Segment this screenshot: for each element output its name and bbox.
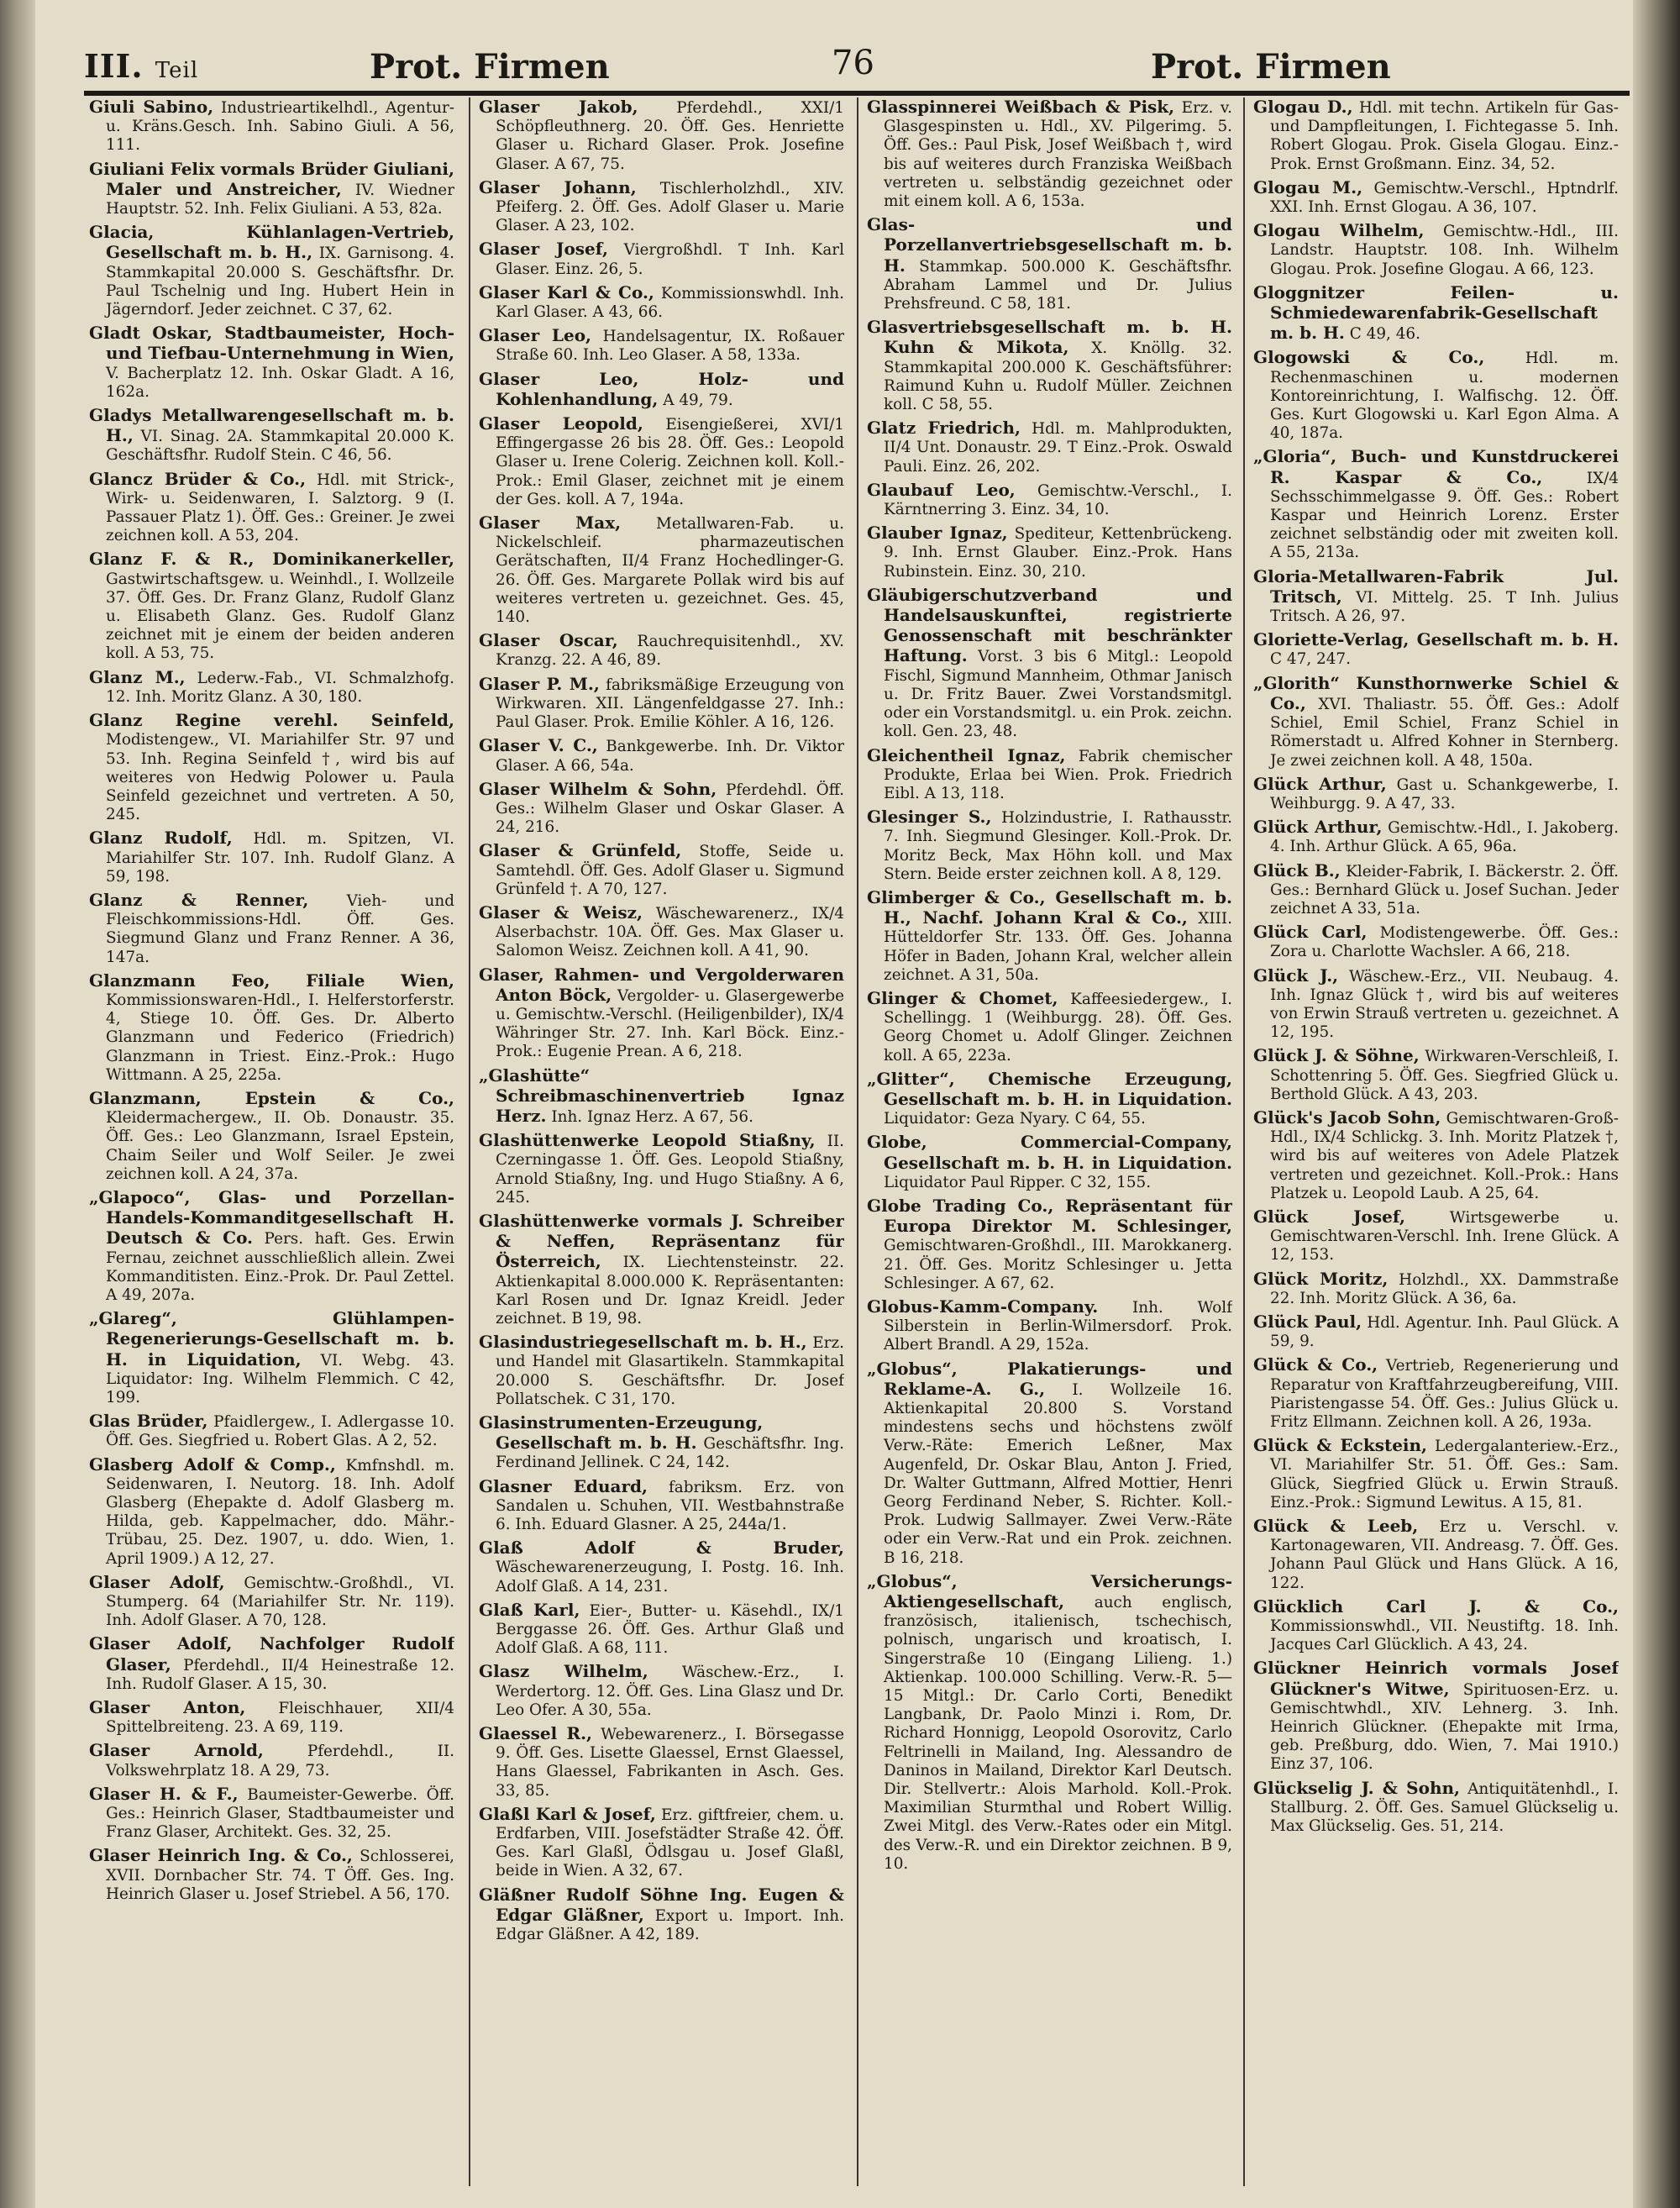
firm-details: Handelsagentur, IX. Roßauer Straße 60. Inh. Leo Glaser. A 58, 133a. xyxy=(496,328,844,365)
firm-details: X. Knöllg. 32. Stammkapital 200.000 K. Geschäftsführer: Raimund Kuhn u. Rudolf Müller. Zeichnen koll. C 58, 55. xyxy=(884,339,1232,414)
firm-name: „Glorith“ Kunsthornwerke Schiel & Co., xyxy=(1253,672,1619,713)
firm-entry xyxy=(1253,674,1619,770)
page-number: 76 xyxy=(832,44,874,82)
firm-details: Bankgewerbe. Inh. Dr. Viktor Glaser. A 66, 54a. xyxy=(496,738,844,775)
firm-name: Gladys Metallwarengesellschaft m. b. H., xyxy=(89,405,454,446)
firm-details: Kommissionswhdl. Inh. Karl Glaser. A 43, 66. xyxy=(496,284,844,322)
firm-entry xyxy=(1253,1046,1619,1104)
firm-entry xyxy=(479,1212,844,1328)
firm-entry xyxy=(479,239,844,278)
firm-entry xyxy=(89,1634,454,1694)
firm-entry xyxy=(1253,221,1619,279)
firm-name: Glanzmann Feo, Filiale Wien, xyxy=(89,970,454,991)
firm-entry xyxy=(867,97,1232,211)
firm-entry xyxy=(479,1066,844,1128)
firm-name: Glück & Leeb, xyxy=(1253,1516,1419,1537)
firm-details: VI. Sinag. 2A. Stammkapital 20.000 K. Geschäftsfhr. Rudolf Stein. C 46, 56. xyxy=(106,428,454,465)
firm-details: Pferdehdl., II/4 Heinestraße 12. Inh. Rudolf Glaser. A 15, 30. xyxy=(106,1656,454,1693)
firm-name: Glasinstrumenten-Erzeugung, Gesellschaft m. b. H. xyxy=(479,1412,764,1454)
firm-entry xyxy=(89,1309,454,1407)
firm-details: C 47, 247. xyxy=(1270,650,1351,669)
firm-name: Glück & Eckstein, xyxy=(1253,1435,1428,1456)
firm-name: Glatz Friedrich, xyxy=(867,418,1021,439)
firm-name: Giuli Sabino, xyxy=(89,97,214,117)
firm-entry xyxy=(89,1188,454,1305)
firm-entry xyxy=(479,631,844,670)
firm-details: Export u. Import. Inh. Edgar Gläßner. A 42, 189. xyxy=(496,1906,844,1944)
firm-entry xyxy=(479,675,844,733)
page-header xyxy=(84,40,1630,92)
firm-entry xyxy=(479,903,844,961)
firm-entry xyxy=(1253,447,1619,562)
firm-entry xyxy=(89,223,454,319)
firm-details: Tischlerholzhdl., XIV. Pfeiferg. 2. Öff. Ges. Adolf Glaser u. Marie Glaser. A 23, 102. xyxy=(496,179,844,235)
firm-entry xyxy=(867,523,1232,581)
firm-entry xyxy=(89,1573,454,1631)
firm-entry xyxy=(1253,1312,1619,1351)
firm-entry xyxy=(479,1333,844,1409)
firm-name: Glücklich Carl J. & Co., xyxy=(1253,1596,1619,1617)
firm-details: Pferdehdl., XXI/1 Schöpfleuthnerg. 20. Öff. Ges. Henriette Glaser u. Richard Glaser. Prok. Josefine Glaser. A 67, 75. xyxy=(496,99,844,173)
firm-entry xyxy=(479,283,844,322)
firm-details: Eier-, Butter- u. Käsehdl., IX/1 Berggasse 26. Öff. Ges. Arthur Glaß und Adolf Glaß. A 68, 111. xyxy=(496,1601,844,1658)
firm-entry xyxy=(867,418,1232,476)
firm-details: Holzhdl., XX. Dammstraße 22. Inh. Moritz Glück. A 36, 6a. xyxy=(1270,1270,1619,1307)
firm-details: II. Czerningasse 1. Öff. Ges. Leopold Stiaßny, Arnold Stiaßny, Ing. und Hugo Stiaßny. A 6, 245. xyxy=(496,1133,844,1207)
firm-details: Holzindustrie, I. Rathausstr. 7. Inh. Siegmund Glesinger. Koll.-Prok. Dr. Moritz Beck, Max Höhn koll. und Max Stern. Beide erster zeichnen koll. A 8, 129. xyxy=(884,809,1232,883)
firm-entry xyxy=(867,215,1232,313)
firm-details: Gastwirtschaftsgew. u. Weinhdl., I. Wollzeile 37. Öff. Ges. Dr. Franz Glanz, Rudolf Glanz u. Elisabeth Glanz. Ges. Rudolf Glanz zeichnet mit je einem der beiden anderen koll. A 53, 75. xyxy=(106,570,454,663)
firm-name: Glashüttenwerke vormals J. Schreiber & Neffen, Repräsentanz für Österreich, xyxy=(479,1210,844,1272)
firm-entry xyxy=(89,1412,454,1450)
firm-entry xyxy=(479,1724,844,1801)
firm-name: „Gloria“, Buch- und Kunstdruckerei R. Kaspar & Co., xyxy=(1253,446,1619,487)
firm-details: auch englisch, französisch, italienisch, tschechisch, polnisch, ungarisch und kroatisch, I. Singerstraße 10 (Eingang Lilieng. 1.) Aktienkap. 100.000 Schilling. Verw.-R. 5—15 Mitgl.: Dr. Carlo Corti, Benedikt Langbank, Dr. Paolo Minzi i. Rom, Dr. Richard Honnigg, Leopold Osorovitz, Carlo Feltrinelli in Mailand, Ing. Alessandro de Daninos in Mailand, Direktor Karl Deutsch. Dir. Stellvertr.: Alois Marhold. Koll.-Prok. Maximilian Sturmthal und Robert Willig. Zwei Mitgl. des Verw.-Rates oder ein Mitgl. des Verw.-R. und ein Direktor zeichnen. B 9, 10. xyxy=(884,1594,1232,1873)
firm-details: Wäschewarenerz., IX/4 Alserbachstr. 10A. Öff. Ges. Max Glaser u. Salomon Weisz. Zeichnen koll. A 41, 90. xyxy=(496,904,844,960)
firm-name: Glaser V. C., xyxy=(479,735,598,756)
firm-entry xyxy=(479,1662,844,1720)
firm-details: Baumeister-Gewerbe. Öff. Ges.: Heinrich Glaser, Stadtbaumeister und Franz Glaser, Architekt. Ges. 32, 25. xyxy=(106,1785,454,1842)
firm-name: Gläßner Rudolf Söhne Ing. Eugen & Edgar Gläßner, xyxy=(479,1884,844,1925)
firm-details: Liquidator Paul Ripper. C 32, 155. xyxy=(884,1173,1152,1191)
firm-details: Spirituosen-Erz. u. Gemischtwhdl., XIV. Lehnerg. 3. Inh. Heinrich Glückner. (Ehepakte mit Irma, geb. Preßburg, ddo. Wien, 7. Mai 1910.) Einz 37, 106. xyxy=(1270,1680,1619,1774)
firm-name: Glaser Max, xyxy=(479,513,622,534)
firm-details: Inh. Wolf Silberstein in Berlin-Wilmersdorf. Prok. Albert Brandl. A 29, 152a. xyxy=(884,1298,1232,1354)
firm-details: Hdl. Agentur. Inh. Paul Glück. A 59, 9. xyxy=(1270,1313,1619,1351)
firm-name: Glück J. & Söhne, xyxy=(1253,1045,1420,1066)
firm-details: Erz. giftfreier, chem. u. Erdfarben, VIII. Josefstädter Straße 42. Öff. Ges. Karl Glaßl, Ödlsgau u. Josef Glaßl, beide in Wien. A 32, 67. xyxy=(496,1806,844,1880)
firm-entry xyxy=(89,1741,454,1780)
firm-details: A 49, 79. xyxy=(663,391,733,409)
firm-name: Giuliani Felix vormals Brüder Giuliani, Maler und Anstreicher, xyxy=(89,158,454,199)
firm-details: Hdl. m. Mahlprodukten, II/4 Unt. Donaustr. 29. T Einz.-Prok. Oswald Pauli. Einz. 26, 202. xyxy=(884,420,1232,476)
binding-edge-left xyxy=(0,0,35,2208)
firm-details: fabriksmäßige Erzeugung von Wirkwaren. XII. Längenfeldgasse 27. Inh.: Paul Glaser. Prok. Emilie Köhler. A 16, 126. xyxy=(496,676,844,732)
firm-name: Glogowski & Co., xyxy=(1253,347,1485,368)
firm-details: Eisengießerei, XVI/1 Effingergasse 26 bis 28. Öff. Ges.: Leopold Glaser u. Irene Colerig. Zeichnen koll. Koll.-Prok.: Emil Glaser, zeichnet mit je einem der Ges. koll. A 7, 194a. xyxy=(496,416,844,508)
firm-name: Glaser Adolf, Nachfolger Rudolf Glaser, xyxy=(89,1633,454,1674)
firm-entry xyxy=(479,736,844,775)
firm-entry xyxy=(479,965,844,1062)
firm-name: Glück's Jacob Sohn, xyxy=(1253,1107,1441,1128)
firm-name: Glaser Jakob, xyxy=(479,97,638,117)
firm-details: Kommissionswhdl., VII. Neustiftg. 18. Inh. Jacques Carl Glücklich. A 43, 24. xyxy=(1270,1617,1619,1654)
firm-entry xyxy=(479,97,844,174)
firm-details: XIII. Hütteldorfer Str. 133. Öff. Ges. Johanna Höfer in Baden, Johann Kral, welcher allein zeichnet. A 31, 50a. xyxy=(884,910,1232,984)
firm-entry xyxy=(479,841,844,899)
firm-entry xyxy=(1253,775,1619,813)
firm-entry xyxy=(1253,348,1619,443)
firm-name: Glinger & Chomet, xyxy=(867,987,1058,1008)
firm-name: Glaser Adolf, xyxy=(89,1571,225,1592)
firm-details: V. Bacherplatz 12. Inh. Oskar Gladt. A 16, 162a. xyxy=(106,364,454,401)
firm-details: fabriksm. Erz. von Sandalen u. Schuhen, VII. Westbahnstraße 6. Inh. Eduard Glasner. A 25, 244a/1. xyxy=(496,1478,844,1534)
firm-entry xyxy=(1253,178,1619,217)
firm-name: Glasz Wilhelm, xyxy=(479,1661,648,1682)
firm-entry xyxy=(867,989,1232,1065)
firm-details: Wäschewarenerzeugung, I. Postg. 16. Inh. Adolf Glaß. A 14, 231. xyxy=(496,1559,844,1596)
firm-entry xyxy=(89,668,454,707)
firm-details: I. Wollzeile 16. Aktienkapital 20.800 S. Vorstand mindestens sechs und höchstens zwölf Verw.-Räte: Emerich Leßner, Max Augenfeld, Dr. Oskar Blau, Anton J. Fried, Dr. Walter Guttmann, Alfred Mottier, Henri Georg Ferdinand Neber, S. Richter. Koll.-Prok. Ludwig Sallmayer. Zwei Verw.-Räte oder ein Verw.-Rat und ein Prok. zeichnen. B 16, 218. xyxy=(884,1380,1232,1567)
firm-name: Glaser P. M., xyxy=(479,673,600,694)
firm-name: Glaser Arnold, xyxy=(89,1740,264,1761)
firm-name: Glaser Leo, xyxy=(479,325,592,346)
firm-details: Viergroßhdl. T Inh. Karl Glaser. Einz. 26, 5. xyxy=(496,241,844,278)
firm-details: Gemischtw.-Hdl., III. Landstr. Hauptstr. 108. Inh. Wilhelm Glogau. Prok. Josefine Glogau. A 66, 123. xyxy=(1270,223,1619,278)
firm-name: Gleichentheil Ignaz, xyxy=(867,744,1066,765)
firm-details: VI. Mittelg. 25. T Inh. Julius Tritsch. A 26, 97. xyxy=(1270,588,1619,626)
firm-name: Glanz M., xyxy=(89,666,186,687)
firm-entry xyxy=(1253,817,1619,856)
firm-details: VI. Webg. 43. Liquidator: Ing. Wilhelm Flemmich. C 42, 199. xyxy=(106,1351,454,1406)
header-left-title: Prot. Firmen xyxy=(370,47,610,87)
firm-details: Antiquitätenhdl., I. Stallburg. 2. Öff. Ges. Samuel Glückselig u. Max Glückselig. Ges. 51, 214. xyxy=(1270,1780,1619,1836)
firm-details: IX. Garnisong. 4. Stammkapital 20.000 S. Geschäftsfhr. Dr. Paul Tschelnig und Ing. Hubert Hein in Jägerndorf. Jeder zeichnet. C 37, 62. xyxy=(106,244,454,319)
part-label: III. Teil xyxy=(84,47,199,85)
firm-name: Glück J., xyxy=(1253,965,1339,986)
firm-entry xyxy=(89,1698,454,1737)
firm-entry xyxy=(867,1133,1232,1192)
firm-entry xyxy=(1253,1108,1619,1203)
firm-name: Glanz F. & R., Dominikanerkeller, xyxy=(89,549,454,570)
firm-entry xyxy=(479,1805,844,1881)
firm-entry xyxy=(479,513,844,627)
firm-name: Globe, Commercial-Company, Gesellschaft m. b. H. in Liquidation. xyxy=(867,1132,1232,1173)
firm-entry xyxy=(89,323,454,402)
firm-details: Industrieartikelhdl., Agentur- u. Kräns.Gesch. Inh. Sabino Giuli. A 56, 111. xyxy=(106,99,454,155)
firm-entry xyxy=(479,1601,844,1659)
firm-details: IV. Wiedner Hauptstr. 52. Inh. Felix Giuliani. A 53, 82a. xyxy=(106,181,454,218)
firm-details: C 49, 46. xyxy=(1349,325,1420,344)
column-divider xyxy=(1243,97,1245,2186)
firm-name: Glesinger S., xyxy=(867,807,992,828)
firm-entry xyxy=(89,711,454,824)
firm-name: Glasberg Adolf & Comp., xyxy=(89,1454,336,1475)
firm-details: Geschäftsfhr. Ing. Ferdinand Jellinek. C 24, 142. xyxy=(496,1435,844,1472)
firm-details: Fabrik chemischer Produkte, Erlaa bei Wien. Prok. Friedrich Eibl. A 13, 118. xyxy=(884,747,1232,802)
header-rule xyxy=(84,91,1630,96)
firm-name: Glückselig J. & Sohn, xyxy=(1253,1777,1460,1798)
firm-name: Glas- und Porzellanvertriebsgesellschaft m. b. H. xyxy=(867,214,1232,276)
firm-name: Glogau Wilhelm, xyxy=(1253,220,1425,241)
header-right-title: Prot. Firmen xyxy=(1151,47,1391,87)
firm-name: Gloriette-Verlag, Gesellschaft m. b. H. xyxy=(1253,629,1619,650)
firm-details: Pferdehdl. Öff. Ges.: Wilhelm Glaser und Oskar Glaser. A 24, 216. xyxy=(496,781,844,837)
firm-entry xyxy=(867,1196,1232,1293)
firm-entry xyxy=(1253,1207,1619,1265)
firm-name: Gloggnitzer Feilen- u. Schmiedewarenfabrik-Gesellschaft m. b. H. xyxy=(1253,281,1619,344)
firm-details: Kleidermachergew., II. Ob. Donaustr. 35. Öff. Ges.: Leo Glanzmann, Israel Epstein, Chaim Seiler und Wolf Seiler. Je zwei zeichnen koll. A 24, 37a. xyxy=(106,1109,454,1183)
firm-name: Glogau M., xyxy=(1253,176,1363,197)
firm-entry xyxy=(479,780,844,838)
firm-name: Gläubigerschutzverband und Handelsauskunftei, registrierte Genossenschaft mit beschränkter Haftung. xyxy=(867,584,1232,666)
firm-details: Modistengew., VI. Mariahilfer Str. 97 und 53. Inh. Regina Seinfeld †, wird bis auf weiteres von Hedwig Polower u. Paula Seinfeld gezeichnet und vertreten. A 50, 245. xyxy=(106,731,454,824)
firm-details: Hdl. m. Rechenmaschinen u. modernen Kontoreinrichtung, I. Walfischg. 12. Öff. Ges. Kurt Glogowski u. Karl Egon Alma. A 40, 187a. xyxy=(1270,350,1619,443)
firm-details: Fleischhauer, XII/4 Spittelbreiteng. 23. A 69, 119. xyxy=(106,1700,454,1737)
firm-details: Gemischtw.-Hdl., I. Jakoberg. 4. Inh. Arthur Glück. A 65, 96a. xyxy=(1270,819,1619,856)
firm-name: Glasner Eduard, xyxy=(479,1475,648,1496)
firm-details: Kommissionswaren-Hdl., I. Helferstorferstr. 4, Stiege 10. Öff. Ges. Dr. Alberto Glanzmann und Federico (Friedrich) Glanzmann in Triest. Einz.-Prok.: Hugo Wittmann. A 25, 225a. xyxy=(106,991,454,1084)
firm-details: Wäschew.-Erz., VII. Neubaug. 4. Inh. Ignaz Glück †, wird bis auf weiteres von Erwin Strauß vertreten u. gezeichnet. A 12, 195. xyxy=(1270,967,1619,1042)
firm-entry xyxy=(1253,283,1619,344)
firm-name: Gladt Oskar, Stadtbaumeister, Hoch- und Tiefbau-Unternehmung in Wien, xyxy=(89,323,454,364)
firm-details: IX. Liechtensteinstr. 22. Aktienkapital 8.000.000 K. Repräsentanten: Karl Rosen und Dr. Ignaz Kreidl. Jeder zeichnet. B 19, 98. xyxy=(496,1254,844,1327)
firm-entry xyxy=(867,481,1232,519)
firm-name: Glaser Leopold, xyxy=(479,413,643,434)
firm-entry xyxy=(479,1131,844,1207)
firm-entry xyxy=(89,891,454,967)
firm-name: Glaß Karl, xyxy=(479,1599,580,1620)
firm-entry xyxy=(479,326,844,365)
column-2 xyxy=(479,97,844,2186)
entries-columns xyxy=(84,97,1630,2190)
firm-entry xyxy=(89,1785,454,1843)
firm-details: Kaffeesiedergew., I. Schellingg. 1 (Weihburgg. 28). Öff. Ges. Georg Chomet u. Adolf Glinger. Zeichnen koll. A 65, 223a. xyxy=(884,990,1232,1065)
firm-name: „Glareg“, Glühlampen-Regenerierungs-Gesellschaft m. b. H. in Liquidation, xyxy=(89,1308,454,1369)
firm-details: Vorst. 3 bis 6 Mitgl.: Leopold Fischl, Sigmund Mannheim, Othmar Janisch u. Dr. Fritz Bauer. Zwei Vorstandsmitgl. oder ein Vorstandsmitgl. u. ein Prok. zeichn. koll. Gen. 23, 48. xyxy=(884,648,1232,741)
firm-details: Ledergalanteriew.-Erz., VI. Mariahilfer Str. 51. Öff. Ges.: Sam. Glück, Siegfried Glück u. Erwin Strauß. Einz.-Prok.: Sigmund Lewitus. A 15, 81. xyxy=(1270,1438,1619,1511)
firm-entry xyxy=(89,406,454,465)
firm-entry xyxy=(867,807,1232,884)
firm-entry xyxy=(479,1477,844,1535)
firm-details: Gast u. Schankgewerbe, I. Weihburgg. 9. A 47, 33. xyxy=(1270,775,1619,812)
firm-details: Gemischtw.-Verschl., Hptndrlf. XXI. Inh. Ernst Glogau. A 36, 107. xyxy=(1270,179,1619,217)
firm-name: Glashüttenwerke Leopold Stiaßny, xyxy=(479,1130,816,1151)
firm-entry xyxy=(1253,1517,1619,1593)
column-1 xyxy=(89,97,454,2186)
firm-name: Glück Moritz, xyxy=(1253,1268,1389,1289)
firm-details: Webewarenerz., I. Börsegasse 9. Öff. Ges. Lisette Glaessel, Ernst Glaessel, Hans Glaessel, Fabrikanten in Asch. Ges. 33, 85. xyxy=(496,1726,844,1800)
firm-details: Vergolder- u. Glasergewerbe u. Gemischtw.-Verschl. (Heiligenbilder), IX/4 Währinger Str. 27. Inh. Karl Böck. Einz.-Prok.: Eugenie Prean. A 6, 218. xyxy=(496,986,844,1061)
firm-name: Glück B., xyxy=(1253,860,1341,881)
firm-name: Glaser & Weisz, xyxy=(479,902,643,923)
firm-entry xyxy=(1253,630,1619,669)
firm-details: Stoffe, Seide u. Samtehdl. Öff. Ges. Adolf Glaser u. Sigmund Grünfeld †. A 70, 127. xyxy=(496,843,844,898)
firm-name: Glasspinnerei Weißbach & Pisk, xyxy=(867,97,1175,117)
firm-name: Glasindustriegesellschaft m. b. H., xyxy=(479,1332,807,1353)
firm-name: Glaser Josef, xyxy=(479,239,608,260)
firm-name: Glück & Co., xyxy=(1253,1354,1378,1375)
firm-entry xyxy=(867,586,1232,742)
firm-details: Rauchrequisitenhdl., XV. Kranzg. 22. A 46, 89. xyxy=(496,633,844,670)
firm-name: Glück Arthur, xyxy=(1253,817,1383,838)
firm-name: Glaessel R., xyxy=(479,1723,593,1744)
firm-details: Inh. Ignaz Herz. A 67, 56. xyxy=(551,1107,753,1126)
column-divider xyxy=(469,97,470,2186)
firm-entry xyxy=(1253,966,1619,1043)
firm-details: Pferdehdl., II. Volkswehrplatz 18. A 29, 73. xyxy=(106,1743,454,1780)
firm-name: „Glapoco“, Glas- und Porzellan-Handels-Kommanditgesellschaft H. Deutsch & Co. xyxy=(89,1186,454,1249)
firm-name: Glimberger & Co., Gesellschaft m. b. H., Nachf. Johann Kral & Co., xyxy=(867,886,1232,928)
firm-details: Erz. und Handel mit Glasartikeln. Stammkapital 20.000 S. Geschäftsfhr. Dr. Josef Pollatschek. C 31, 170. xyxy=(496,1334,844,1408)
firm-details: Gemischtw.-Großhdl., VI. Stumperg. 64 (Mariahilfer Str. Nr. 119). Inh. Adolf Glaser. A 70, 128. xyxy=(106,1574,454,1630)
firm-name: „Globus“, Versicherungs-Aktiengesellschaft, xyxy=(867,1570,1232,1612)
firm-details: Stammkap. 500.000 K. Geschäftsfhr. Abraham Lammel und Dr. Julius Prehsfreund. C 58, 181. xyxy=(884,257,1232,313)
firm-entry xyxy=(1253,861,1619,919)
firm-details: Hdl. mit Strick-, Wirk- u. Seidenwaren, I. Salztorg. 9 (I. Passauer Platz 1). Öff. Ges.: Greiner. Je zwei zeichnen koll. A 53, 204. xyxy=(106,471,454,545)
firm-details: Modistengewerbe. Öff. Ges.: Zora u. Charlotte Wachsler. A 66, 218. xyxy=(1270,924,1619,961)
firm-details: Spediteur, Kettenbrückeng. 9. Inh. Ernst Glauber. Einz.-Prok. Hans Rubinstein. Einz. 30, 210. xyxy=(884,525,1232,581)
firm-name: „Glitter“, Chemische Erzeugung, Gesellschaft m. b. H. in Liquidation. xyxy=(867,1068,1232,1109)
firm-entry xyxy=(479,1413,844,1473)
firm-details: Erz. v. Glasgespinsten u. Hdl., XV. Pilgerimg. 5. Öff. Ges.: Paul Pisk, Josef Weißbach †, wird bis auf weiteres durch Franziska Weißbach vertreten u. selbständig gezeichnet oder mit einem koll. A 6, 153a. xyxy=(884,99,1232,211)
firm-name: Glaser Anton, xyxy=(89,1697,246,1718)
firm-entry xyxy=(1253,567,1619,627)
firm-details: Kmfnshdl. m. Seidenwaren, I. Neutorg. 18. Inh. Adolf Glasberg (Ehepakte d. Adolf Glasberg m. Hilda, geb. Kappelmacher, ddo. Mähr.-Trübau, 25. Dez. 1907, u. ddo. Wien, 1. April 1909.) A 12, 27. xyxy=(106,1456,454,1568)
firm-details: Pers. haft. Ges. Erwin Fernau, zeichnet ausschließlich allein. Zwei Kommanditisten. Einz.-Prok. Dr. Paul Zettel. A 49, 207a. xyxy=(106,1230,454,1304)
firm-details: Gemischtwaren-Großhdl., III. Marokkanerg. 21. Öff. Ges. Moritz Schlesinger u. Jetta Schlesinger. A 67, 62. xyxy=(884,1237,1232,1292)
firm-entry xyxy=(1253,1659,1619,1774)
firm-name: Glück Carl, xyxy=(1253,922,1368,943)
firm-details: Lederw.-Fab., VI. Schmalzhofg. 12. Inh. Moritz Glanz. A 30, 180. xyxy=(106,669,454,706)
firm-name: Glas Brüder, xyxy=(89,1411,208,1432)
firm-entry xyxy=(1253,97,1619,174)
firm-name: Glaser Oscar, xyxy=(479,630,618,651)
firm-entry xyxy=(867,746,1232,804)
firm-name: Glückner Heinrich vormals Josef Glückner's Witwe, xyxy=(1253,1658,1619,1699)
firm-name: Glanz & Renner, xyxy=(89,889,309,910)
firm-name: „Globus“, Plakatierungs- und Reklame-A. G., xyxy=(867,1358,1232,1399)
firm-entry xyxy=(479,1538,844,1596)
firm-details: XVI. Thaliastr. 55. Öff. Ges.: Adolf Schiel, Emil Schiel, Franz Schiel in Römerstadt u. Alfred Kohner in Sternberg. Je zwei zeichnen koll. A 48, 150a. xyxy=(1270,695,1619,770)
firm-details: Gemischtwaren-Groß-Hdl., IX/4 Schlickg. 3. Inh. Moritz Platzek †, wird bis auf weiteres von Adele Platzek vertreten und gezeichnet. Koll.-Prok.: Hans Platzek u. Leopold Laub. A 25, 64. xyxy=(1270,1109,1619,1202)
firm-details: Erz u. Verschl. v. Kartonagewaren, VII. Andreasg. 7. Öff. Ges. Johann Paul Glück und Hans Glück. A 16, 122. xyxy=(1270,1518,1619,1592)
firm-name: Globus-Kamm-Company. xyxy=(867,1296,1099,1317)
firm-entry xyxy=(479,178,844,236)
firm-name: Glogau D., xyxy=(1253,97,1353,117)
firm-name: Glacia, Kühlanlagen-Vertrieb, Gesellschaft m. b. H., xyxy=(89,222,454,263)
firm-entry xyxy=(867,1070,1232,1129)
firm-entry xyxy=(89,828,454,886)
firm-details: Vieh- und Fleischkommissions-Hdl. Öff. Ges. Siegmund Glanz und Franz Renner. A 36, 147a. xyxy=(106,891,454,966)
firm-entry xyxy=(867,318,1232,414)
firm-entry xyxy=(479,1885,844,1945)
firm-details: Wirkwaren-Verschleiß, I. Schottenring 5. Öff. Ges. Siegfried Glück u. Berthold Glück. A 43, 203. xyxy=(1270,1048,1619,1103)
firm-entry xyxy=(1253,1270,1619,1308)
firm-name: Glaser Johann, xyxy=(479,176,637,197)
firm-name: Glück Paul, xyxy=(1253,1311,1362,1332)
firm-details: Pfaidlergew., I. Adlergasse 10. Öff. Ges. Siegfried u. Robert Glas. A 2, 52. xyxy=(106,1413,454,1450)
firm-name: Glaßl Karl & Josef, xyxy=(479,1803,656,1824)
firm-entry xyxy=(89,1846,454,1904)
firm-details: Hdl. m. Spitzen, VI. Mariahilfer Str. 107. Inh. Rudolf Glanz. A 59, 198. xyxy=(106,830,454,886)
firm-name: Glaß Adolf & Bruder, xyxy=(479,1538,844,1559)
firm-details: Hdl. mit techn. Artikeln für Gas- und Dampfleitungen, I. Fichtegasse 5. Inh. Robert Glogau. Prok. Gisela Glogau. Einz.-Prok. Ernst Großmann. Einz. 34, 52. xyxy=(1270,99,1619,173)
firm-details: Schlosserei, XVII. Dornbacher Str. 74. T Öff. Ges. Ing. Heinrich Glaser u. Josef Striebel. A 56, 170. xyxy=(106,1848,454,1903)
firm-name: Glancz Brüder & Co., xyxy=(89,468,307,489)
firm-entry xyxy=(1253,1436,1619,1512)
column-3 xyxy=(867,97,1232,2186)
firm-details: Vertrieb, Regenerierung und Reparatur von Kraftfahrzeugbereifung, VIII. Piaristengasse 54. Öff. Ges.: Julius Glück u. Fritz Ellmann. Zeichnen koll. A 26, 193a. xyxy=(1270,1357,1619,1431)
firm-name: Glaser, Rahmen- und Vergolderwaren Anton Böck, xyxy=(479,964,844,1005)
column-4 xyxy=(1253,97,1619,2186)
firm-name: Glanzmann, Epstein & Co., xyxy=(89,1087,454,1108)
firm-name: Glaser Karl & Co., xyxy=(479,281,654,302)
firm-entry xyxy=(89,97,454,155)
firm-details: Wirtsgewerbe u. Gemischtwaren-Verschl. Inh. Irene Glück. A 12, 153. xyxy=(1270,1208,1619,1264)
firm-entry xyxy=(867,888,1232,985)
firm-details: Kleider-Fabrik, I. Bäckerstr. 2. Öff. Ges.: Bernhard Glück u. Josef Suchan. Jeder zeichnet A 33, 51a. xyxy=(1270,862,1619,917)
binding-edge-right xyxy=(1633,0,1680,2208)
firm-name: Glaser Leo, Holz- und Kohlenhandlung, xyxy=(479,368,844,409)
firm-details: Gemischtw.-Verschl., I. Kärntnerring 3. Einz. 34, 10. xyxy=(884,481,1232,519)
firm-entry xyxy=(479,370,844,410)
firm-entry xyxy=(867,1359,1232,1568)
firm-entry xyxy=(1253,1355,1619,1432)
firm-name: Glanz Regine verehl. Seinfeld, xyxy=(89,710,454,731)
firm-name: „Glashütte“ Schreibmaschinenvertrieb Ignaz Herz. xyxy=(479,1065,844,1126)
firm-name: Glaser & Grünfeld, xyxy=(479,840,682,861)
firm-entry xyxy=(479,414,844,509)
firm-name: Globe Trading Co., Repräsentant für Europa Direktor M. Schlesinger, xyxy=(867,1195,1232,1237)
firm-details: IX/4 Sechsschimmelgasse 9. Öff. Ges.: Robert Kaspar und Heinrich Lorenz. Erster zeichnet selbständig oder mit zweiten koll. A 55, 213a. xyxy=(1270,469,1619,562)
firm-name: Glaser Heinrich Ing. & Co., xyxy=(89,1845,353,1866)
firm-details: Wäschew.-Erz., I. Werdertorg. 12. Öff. Ges. Lina Glasz und Dr. Leo Ofer. A 30, 55a. xyxy=(496,1664,844,1719)
firm-entry xyxy=(867,1297,1232,1355)
firm-entry xyxy=(89,1455,454,1569)
firm-name: Glasvertriebsgesellschaft m. b. H. Kuhn & Mikota, xyxy=(867,317,1232,358)
column-divider xyxy=(857,97,858,2186)
firm-entry xyxy=(89,549,454,663)
firm-entry xyxy=(89,470,454,546)
firm-name: Glück Josef, xyxy=(1253,1206,1406,1227)
firm-details: Metallwaren-Fab. u. Nickelschleif. pharmazeutischen Gerätschaften, II/4 Franz Hochedlinger-G. 26. Öff. Ges. Margarete Pollak wird bis auf weiteres vertreten u. gezeichnet. Ges. 45, 140. xyxy=(496,515,844,627)
firm-entry xyxy=(1253,1779,1619,1837)
firm-entry xyxy=(89,160,454,219)
firm-entry xyxy=(1253,1597,1619,1655)
firm-name: Glaser H. & F., xyxy=(89,1783,239,1804)
firm-name: Gloria-Metallwaren-Fabrik Jul. Tritsch, xyxy=(1253,565,1619,607)
firm-name: Glaser Wilhelm & Sohn, xyxy=(479,778,717,799)
firm-entry xyxy=(89,971,454,1085)
firm-name: Glück Arthur, xyxy=(1253,773,1387,794)
firm-entry xyxy=(867,1572,1232,1874)
firm-name: Glanz Rudolf, xyxy=(89,828,233,849)
firm-details: Liquidator: Geza Nyary. C 64, 55. xyxy=(884,1110,1146,1128)
firm-name: Glauber Ignaz, xyxy=(867,523,1008,544)
firm-name: Glaubauf Leo, xyxy=(867,479,1016,500)
firm-entry xyxy=(1253,923,1619,961)
firm-entry xyxy=(89,1089,454,1184)
